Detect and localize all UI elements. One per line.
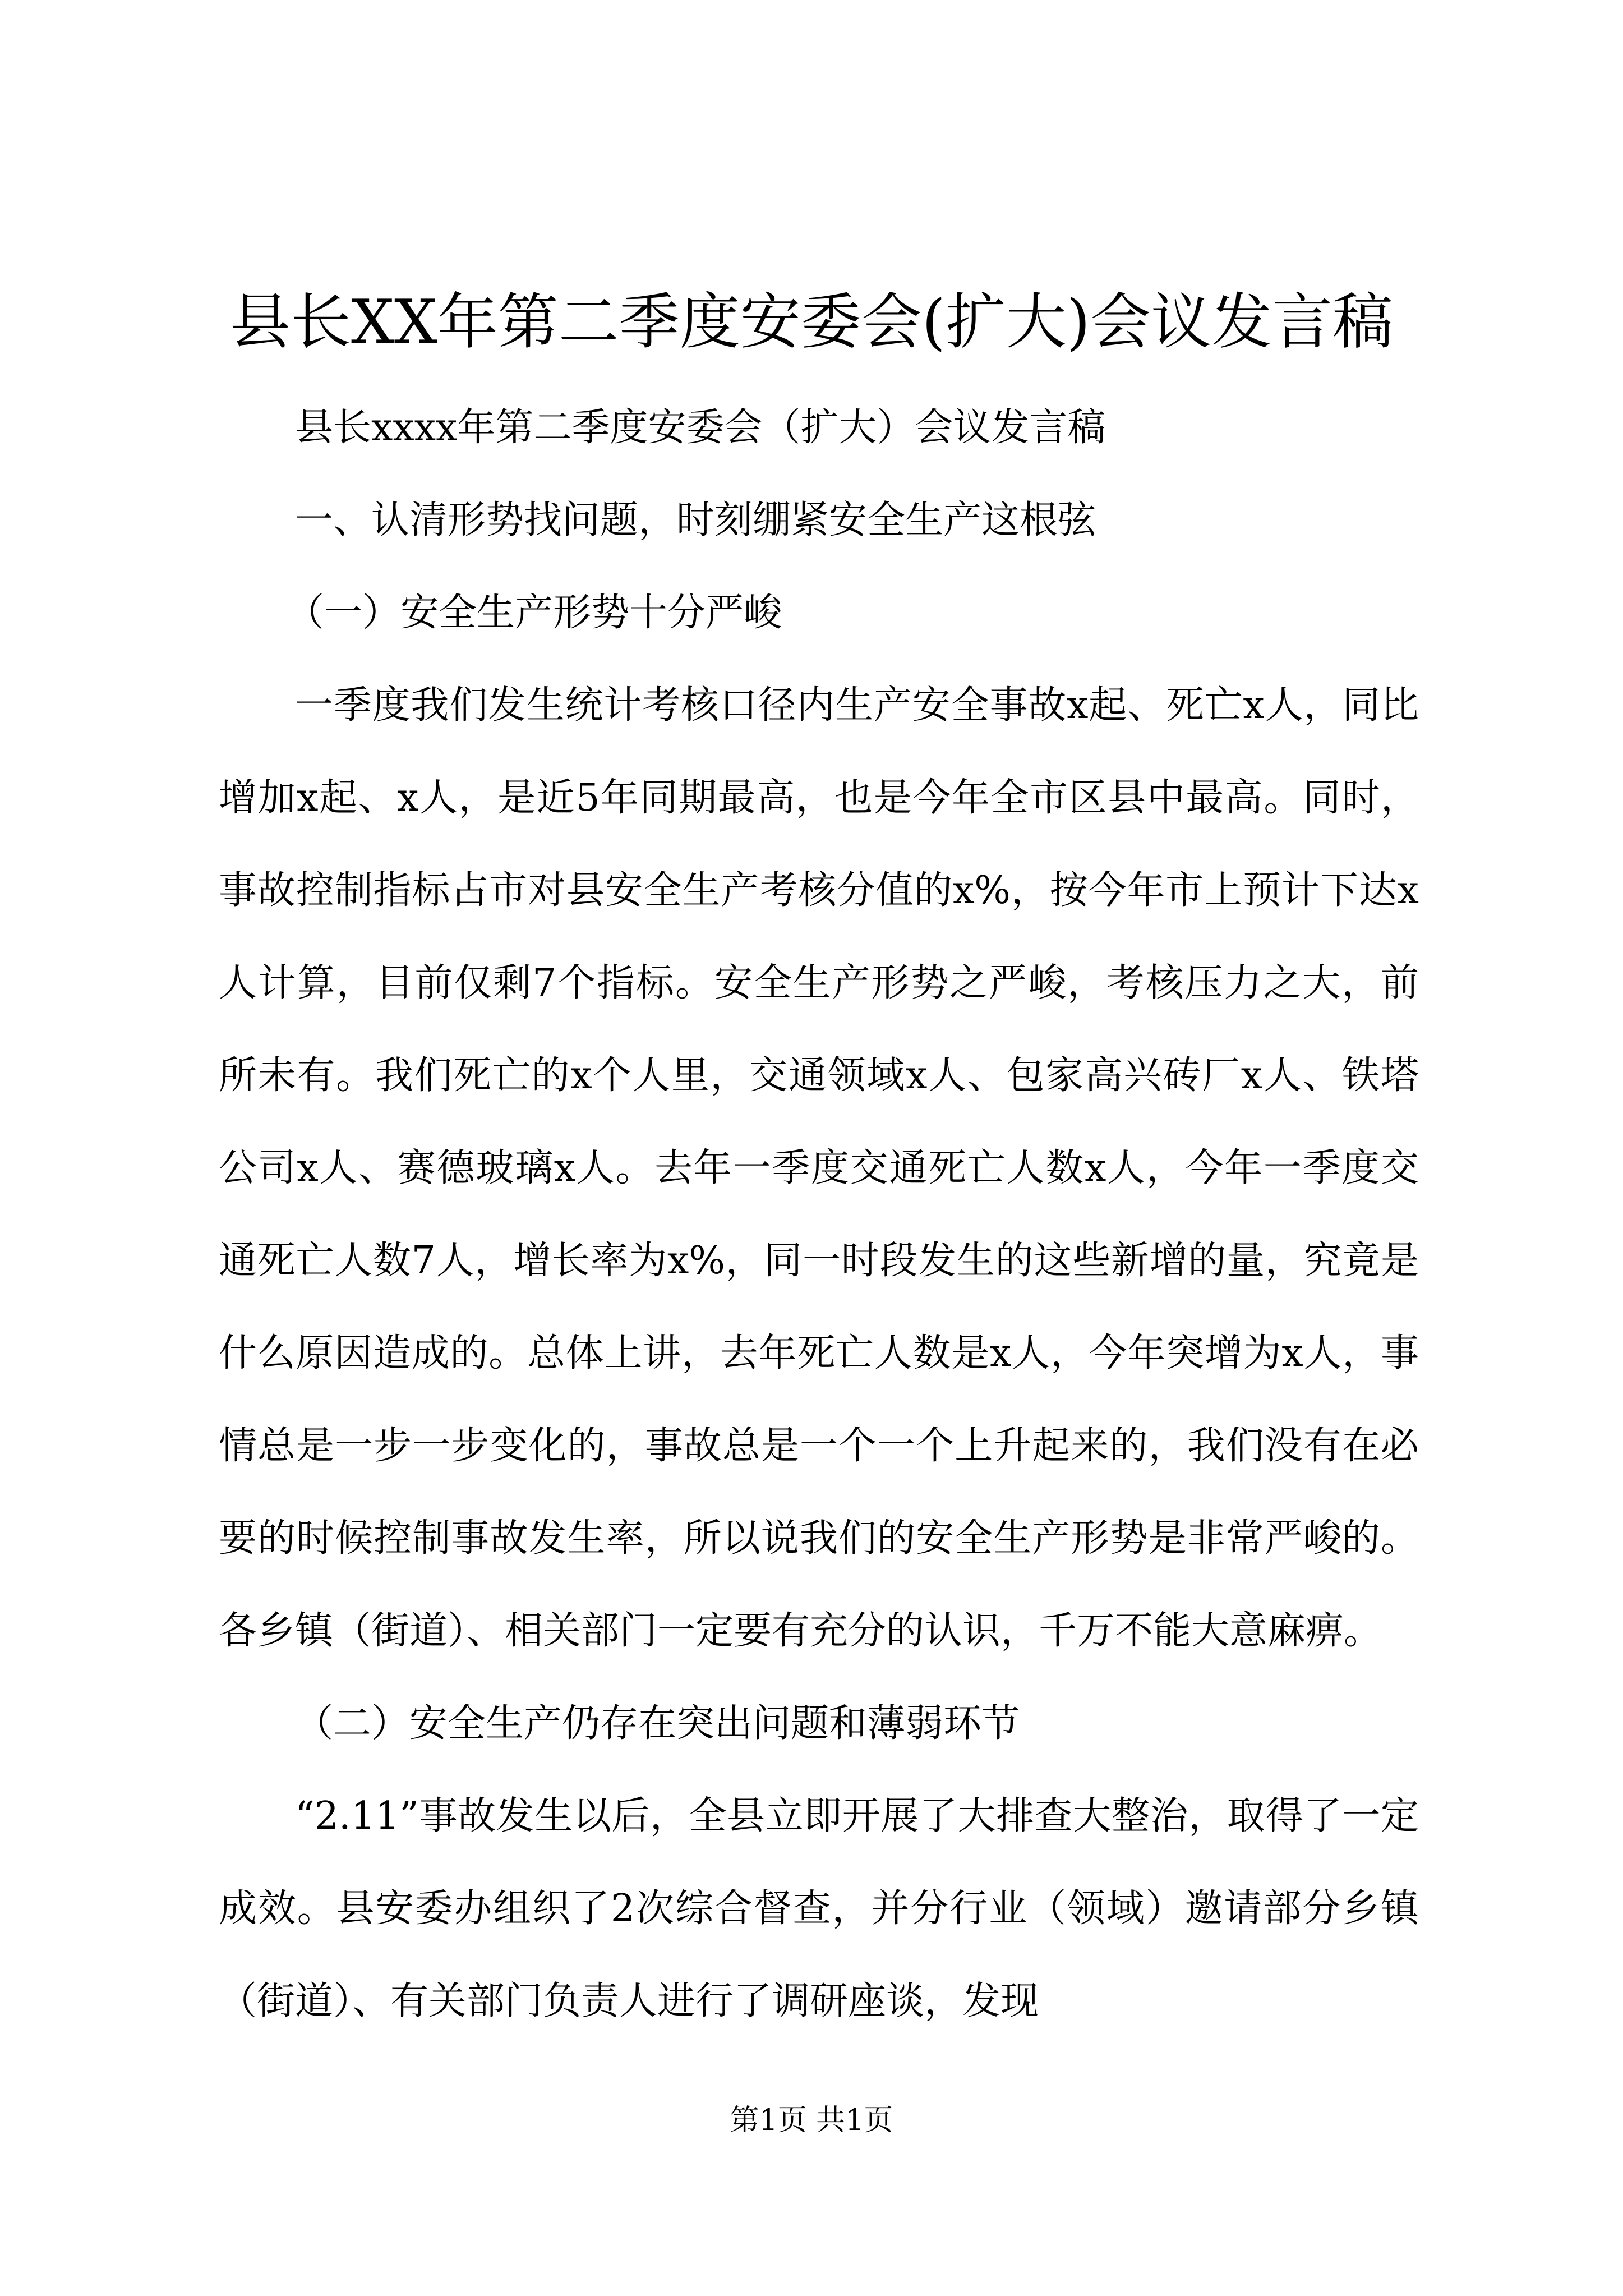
paragraph-subtitle: 县长xxxx年第二季度安委会（扩大）会议发言稿 xyxy=(295,406,1106,450)
document-title: 县长XX年第二季度安委会(扩大)会议发言稿 xyxy=(229,287,1394,357)
paragraph-subheading-1: （一）安全生产形势十分严峻 xyxy=(286,591,782,635)
paragraph-body-2: “2.11”事故发生以后，全县立即开展了大排查大整治，取得了一定成效。县安委办组织了2次综合督查，并分行业（领域）邀请部分乡镇（街道）、有关部门负责人进行了调研座谈，发现 xyxy=(219,1794,1419,2023)
paragraph-section-heading-1: 一、认清形势找问题，时刻绷紧安全生产这根弦 xyxy=(295,498,1096,542)
document-body xyxy=(219,381,1419,2047)
page-footer: 第1页 共1页 xyxy=(730,2104,893,2137)
paragraph-subheading-2: （二）安全生产仍存在突出问题和薄弱环节 xyxy=(295,1701,1020,1746)
paragraph-body-1: 一季度我们发生统计考核口径内生产安全事故x起、死亡x人，同比增加x起、x人，是近5年同期最高，也是今年全市区县中最高。同时，事故控制指标占市对县安全生产考核分值的x%，按今年市上预计下达x人计算，目前仅剩7个指标。安全生产形势之严峻，考核压力之大，前所未有。我们死亡的x个人里，交通领域x人、包家高兴砖厂x人、铁塔公司x人、赛德玻璃x人。去年一季度交通死亡人数x人，今年一季度交通死亡人数7人，增长率为x%，同一时段发生的这些新增的量，究竟是什么原因造成的。总体上讲，去年死亡人数是x人，今年突增为x人，事情总是一步一步变化的，事故总是一个一个上升起来的，我们没有在必要的时候控制事故发生率，所以说我们的安全生产形势是非常严峻的。各乡镇（街道）、相关部门一定要有充分的认识，千万不能大意麻痹。 xyxy=(219,683,1419,1653)
